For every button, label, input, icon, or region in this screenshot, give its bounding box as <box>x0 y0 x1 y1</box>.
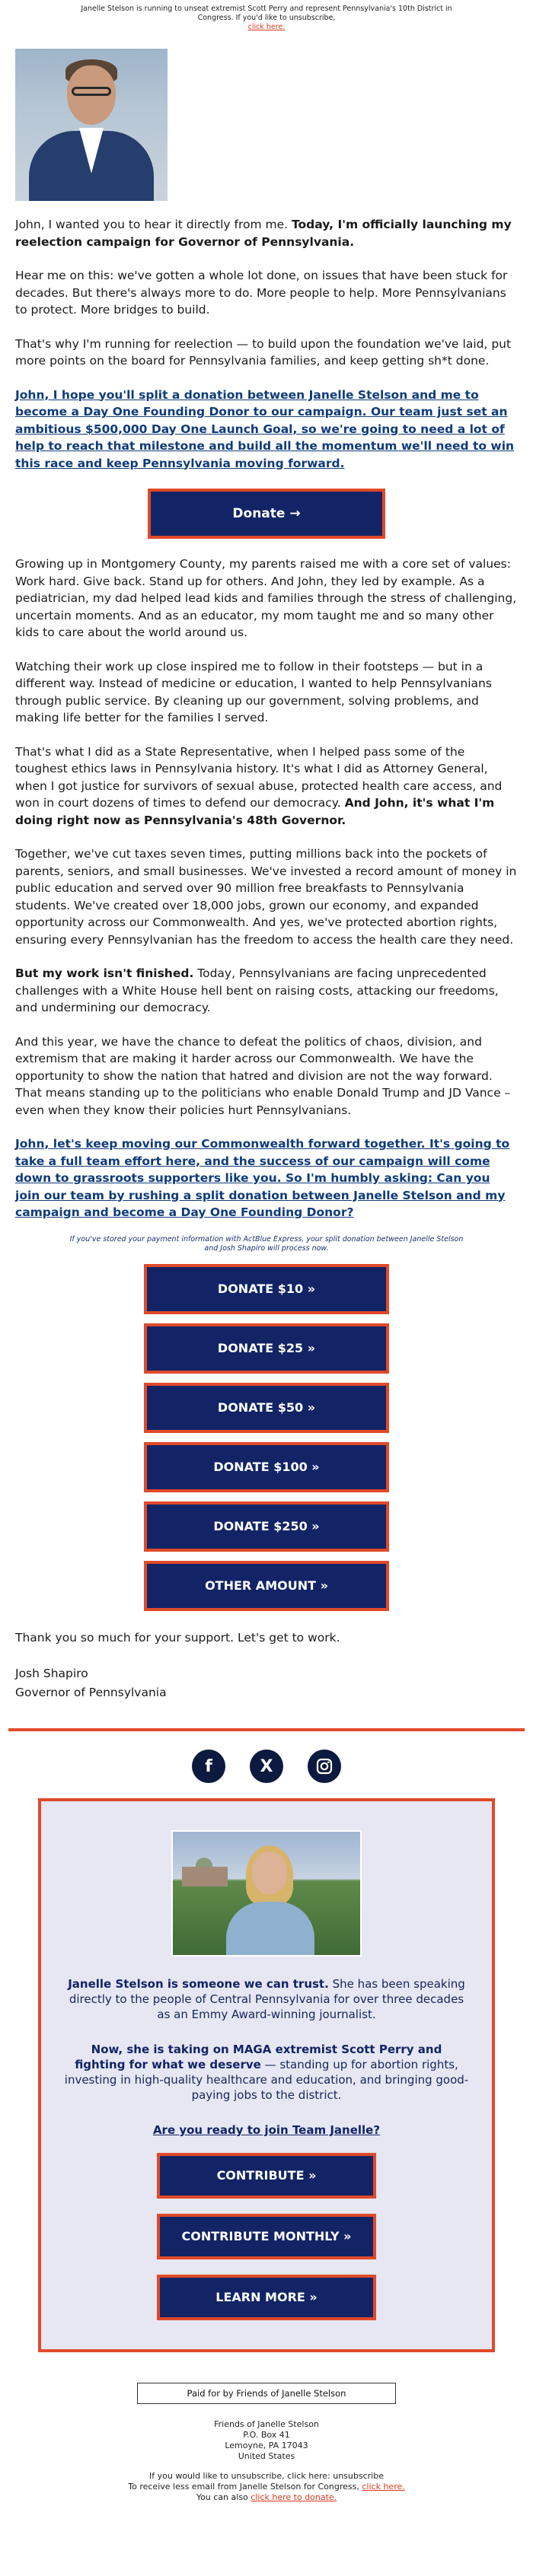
footer-donate-link[interactable]: click here to donate. <box>251 2492 337 2502</box>
donate-50-button[interactable]: DONATE $50 » <box>144 1383 389 1433</box>
donate-250-button[interactable]: DONATE $250 » <box>144 1501 389 1552</box>
contribute-monthly-button[interactable]: CONTRIBUTE MONTHLY » <box>157 2214 376 2259</box>
donate-other-amount-button[interactable]: OTHER AMOUNT » <box>144 1561 389 1611</box>
learn-more-button[interactable]: LEARN MORE » <box>157 2275 376 2320</box>
letter-body <box>0 216 533 1221</box>
signer-title: Governor of Pennsylvania <box>15 1686 167 1699</box>
paragraph-7: That's what I did as a State Representative, when I helped pass some of the toughest ethics laws in Pennsylvania history. It's what I did as Attorney General, when I got justice for survivors of sexual abuse, protected health care access, and won in court dozens of times to defend our democracy. And John, it's what I'm doing right now as Pennsylvania's 48th Governor. <box>15 744 503 827</box>
paragraph-2: Hear me on this: we've gotten a whole lot done, on issues that have been stuck for decades. But there's always more to do. More people to help. More Pennsylvanians to protect. More bridges to build. <box>15 269 508 317</box>
donation-ask-2 <box>15 1135 518 1221</box>
donation-ask-1 <box>15 387 518 473</box>
janelle-stelson-photo <box>171 1830 362 1957</box>
less-email-link[interactable]: click here. <box>362 2482 405 2492</box>
trust-paragraph: Janelle Stelson is someone we can trust. She has been speaking directly to the people of Central Pennsylvania for over three decades as an Emmy Award-winning journalist. <box>68 1977 465 2021</box>
facebook-icon[interactable]: f <box>192 1750 225 1783</box>
donate-25-button[interactable]: DONATE $25 » <box>144 1323 389 1374</box>
janelle-stelson-card <box>38 1798 495 2352</box>
section-divider <box>8 1728 525 1731</box>
unsubscribe-footer: If you would like to unsubscribe, click here: unsubscribe To receive less email from Janelle Stelson for Congress, click here. You can also click here to donate. <box>128 2471 405 2502</box>
paragraph-5: Growing up in Montgomery County, my parents raised me with a core set of values: Work hard. Give back. Stand up for others. And John, they led by example. As a pediatrician, my dad helped lead kids and families through the stress of challenging, uncertain moments. And as an educator, my mom taught me and so many other kids to care about the world around us. <box>15 557 517 639</box>
join-team-link[interactable]: Are you ready to join Team Janelle? <box>152 2123 381 2137</box>
donation-ask-link-2[interactable]: John, let's keep moving our Commonwealth forward together. It's going to take a full team effort here, and the success of our campaign will come down to grassroots supporters like you. So I'm humbly asking: Can you join our team by rushing a split donation between Janelle Stelson and my campaign and become a Day One Founding Donor? <box>15 1137 510 1219</box>
actblue-express-note: If you've stored your payment information with ActBlue Express, your split donation between Janelle Stelson and Josh Shapiro will process now. <box>69 1234 464 1253</box>
donate-button-group <box>0 1264 533 1611</box>
mailing-address: Friends of Janelle Stelson P.O. Box 41 Lemoyne, PA 17043 United States <box>214 2419 319 2461</box>
candidate-photo <box>15 49 168 201</box>
paragraph-9: But my work isn't finished. Today, Pennsylvanians are facing unprecedented challenges with a White House hell bent on raising costs, attacking our freedoms, and undermining our democracy. <box>15 966 499 1014</box>
paragraph-3: That's why I'm running for reelection — to build upon the foundation we've laid, put more points on the board for Pennsylvania families, and keep getting sh*t done. <box>15 336 512 368</box>
donate-100-button[interactable]: DONATE $100 » <box>144 1442 389 1492</box>
signer-name: Josh Shapiro <box>15 1667 88 1680</box>
paragraph-10: And this year, we have the chance to defeat the politics of chaos, division, and extremism that are making it harder across our Commonwealth. We have the opportunity to show the nation that hatred and division are not the way forward. That means standing up to the politicians who enable Donald Trump and JD Vance – even when they know their policies hurt Pennsylvanians. <box>15 1034 511 1117</box>
paid-for-box: Paid for by Friends of Janelle Stelson <box>137 2383 396 2404</box>
donate-main-button[interactable]: Donate → <box>148 489 385 539</box>
preheader <box>0 0 533 37</box>
donation-ask-link-1[interactable]: John, I hope you'll split a donation between Janelle Stelson and me to become a Day One Founding Donor to our campaign. Our team just set an ambitious $500,000 Day One Launch Goal, so we're going to need a lot of help to reach that milestone and build all the momentum we'll need to win this race and keep Pennsylvania moving forward. <box>15 387 515 470</box>
instagram-icon[interactable] <box>308 1750 341 1783</box>
donate-10-button[interactable]: DONATE $10 » <box>144 1264 389 1314</box>
intro-paragraph: John, I wanted you to hear it directly from me. Today, I'm officially launching my reelection campaign for Governor of Pennsylvania. <box>15 218 512 249</box>
social-links <box>0 1750 533 1783</box>
preheader-unsubscribe-link[interactable]: click here. <box>247 23 286 31</box>
unsubscribe-text[interactable]: If you would like to unsubscribe, click here: unsubscribe <box>149 2471 384 2481</box>
signoff <box>0 1629 533 1703</box>
fight-paragraph: Now, she is taking on MAGA extremist Scott Perry and fighting for what we deserve — standing up for abortion rights, investing in high-quality healthcare and education, and bringing good-paying jobs to the district. <box>64 2043 469 2102</box>
x-icon[interactable]: X <box>250 1750 283 1783</box>
paragraph-8: Together, we've cut taxes seven times, putting millions back into the pockets of parents, seniors, and small businesses. We've invested a record amount of money in public education and served over 90 million free breakfasts to Pennsylvania students. We've created over 18,000 jobs, grown our economy, and expanded opportunity across our Commonwealth. And yes, we've protected abortion rights, ensuring every Pennsylvanian has the freedom to access the health care they need. <box>15 847 517 947</box>
paragraph-6: Watching their work up close inspired me to follow in their footsteps — but in a different way. Instead of medicine or education, I wanted to help Pennsylvanians through public service. By cleaning up our government, solving problems, and making life better for the families I served. <box>15 659 492 724</box>
thanks-text: Thank you so much for your support. Let's get to work. <box>15 1630 340 1645</box>
signature <box>15 1664 518 1702</box>
preheader-text: Janelle Stelson is running to unseat extremist Scott Perry and represent Pennsylvania's 10th District in Congress. If you'd like to unsubscribe, <box>81 5 452 22</box>
contribute-button[interactable]: CONTRIBUTE » <box>157 2153 376 2199</box>
